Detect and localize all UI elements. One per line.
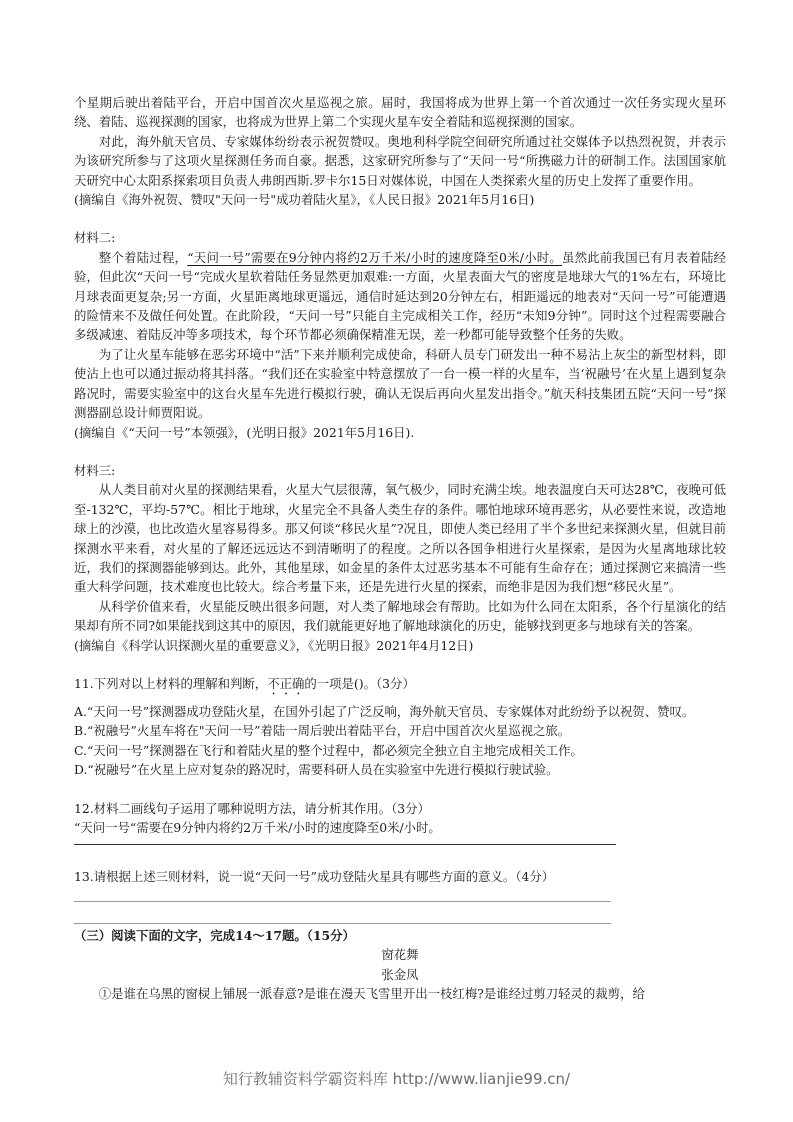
material-1-source: (摘编自《海外祝贺、赞叹"天问一号"成功着陆火星》，《人民日报》2021年5月16日) <box>74 192 535 208</box>
section-3-heading: （三）阅读下面的文字，完成14～17题。（15分） <box>74 927 355 943</box>
essay-title: 窗花舞 <box>381 947 419 963</box>
material-2-text: 整个着陆过程， <box>98 249 188 265</box>
material-3-paragraph: 从人类目前对火星的探测结果看，火星大气层很薄，氧气极少，同时充满尘埃。地表温度白天可达28℃，夜晚可低至-132℃，平均-57℃。相比于地球，火星完全不具备人类生存的条件。哪怕地球环境再恶劣，从必要性来说，改造地球上的沙漠，也比改造火星容易得多。那又何谈“移民火星”?况且，即使人类已经用了半个多世纪来探测火星，但就目前探测水平来看，对火星的了解还远远达不到清晰明了的程度。之所以各国争相进行火星探索，是因为火星离地球比较近，我们的探测器能够到达。此外，其他星球，如金星的条件太过恶劣基本不可能有生命存在；通过探测它来搞清一些重大科学问题，技术难度也比较大。综合考量下来，还是先进行火星的探索，而绝非是因为我们想“移民火星”。 <box>74 482 726 595</box>
answer-line[interactable] <box>74 844 616 845</box>
material-2-heading: 材料二: <box>74 230 116 246</box>
footer-watermark: 知行教辅资料学霸资料库 http://www.lianjie99.cn/ <box>222 1070 571 1088</box>
question-13-stem: 13.请根据上述三则材料，说一说“天问一号”成功登陆火星具有哪些方面的意义。（4分） <box>74 869 555 885</box>
material-3-heading: 材料三: <box>74 462 116 478</box>
material-1-paragraph: 个星期后驶出着陆平台，开启中国首次火星巡视之旅。届时，我国将成为世界上第一个首次通过一次任务实现火星环绕、着陆、巡视探测的国家，也将成为世界上第二个实现火星车安全着陆和巡视探测的国家。 <box>74 95 726 130</box>
question-11-option-a: A.“天问一号”探测器成功登陆火星，在国外引起了广泛反响，海外航天官员、专家媒体对此纷纷予以祝贺、赞叹。 <box>74 703 695 719</box>
question-12-quote: “天问一号“需要在9分钟内将约2万千米/小时的速度降至0米/小时。 <box>74 820 441 835</box>
material-3-source: (摘编自《科学认识探测火星的重要意义》，《光明日报》2021年4月12日) <box>74 637 474 653</box>
material-2-text: 虽然此前我国已有月表着陆经验，但此次“天问一号“完成火星软着陆任务显然更加艰难:一方面，火星表面大气的密度是地球大气的1%左右，环境比月球表面更复杂;另一方面，火星距离地球更遥远，通信时延达到20分钟左右，相距遥远的地表对“天问一号”可能遭遇的险情来不及做任何处置。在此阶段，“天问一号”只能自主完成相关工作，经历“未知9分钟”。同时这个过程需要融合多级减速、着陆反冲等多项技术，每个环节都必须确保精准无误，差一秒都可能导致整个任务的失败。 <box>74 249 727 343</box>
essay-author: 张金凤 <box>381 966 419 982</box>
question-11-option-c: C.“天问一号”探测器在飞行和着陆火星的整个过程中，都必须完全独立自主地完成相关工作。 <box>74 742 583 758</box>
question-11-option-b: B.“祝融号”火星车将在"天问一号”着陆一周后驶出着陆平台，开启中国首次火星巡视之旅。 <box>74 723 571 739</box>
material-1-paragraph: 对此，海外航天官员、专家媒体纷纷表示祝贺赞叹。奥地利科学院空间研究所通过社交媒体予以热烈祝贺，并表示为该研究所参与了这项火星探测任务而自豪。据悉，这家研究所参与了“天问一号“所携磁力计的研制工作。法国国家航天研究中心太阳系探索项目负责人弗朗西斯.罗卡尔15日对媒体说，中国在人类探索火星的历史上发挥了重要作用。 <box>74 133 726 188</box>
exam-page <box>74 93 726 1003</box>
material-2-paragraph: 为了让火星车能够在恶劣环境中“活”下来并顺利完成使命，科研人员专门研发出一种不易沾上灰尘的新型材料，即使沾上也可以通过振动将其抖落。“我们还在实验室中特意摆放了一台一模一样的火星车，当‘祝融号’在火星上遇到复杂路况时，需要实验室中的这台火星车先进行模拟行驶，确认无误后再向火星发出指令。”航天科技集团五院“天问一号”探测器副总设计师贾阳说。 <box>74 346 726 421</box>
answer-line[interactable] <box>74 923 611 924</box>
question-12-stem: 12.材料二画线句子运用了哪种说明方法，请分析其作用。（3分） <box>74 800 430 816</box>
essay-paragraph: ①是谁在乌黑的窗棂上铺展一派春意?是谁在漫天飞雪里开出一枝红梅?是谁经过剪刀轻灵的裁剪，给 <box>98 986 645 1002</box>
material-2-underlined-sentence: “天问一号”需要在9分钟内将约2万千米/小时的速度降至0米/小时。 <box>187 249 563 265</box>
material-2-paragraph <box>74 248 726 345</box>
material-2-source: (摘编自《“天问一号”本领强》，(光明日报》2021年5月16日). <box>74 424 415 440</box>
question-text: 11.下列对以上材料的理解和判断， <box>74 675 268 691</box>
question-11-stem <box>74 674 726 698</box>
answer-line[interactable] <box>74 901 611 902</box>
material-3-paragraph: 从科学价值来看，火星能反映出很多问题，对人类了解地球会有帮助。比如为什么同在太阳系，各个行星演化的结果却有所不同?如果能找到这其中的原因，我们就能更好地了解地球演化的历史，能够找到更多与地球有关的答案。 <box>74 598 726 634</box>
question-11-option-d: D.“祝融号”在火星上应对复杂的路况时，需要科研人员在实验室中先进行模拟行驶试验。 <box>74 762 559 778</box>
question-text: 的一项是()。（3分） <box>304 675 415 691</box>
emphasized-word: 不正确 <box>267 675 305 691</box>
